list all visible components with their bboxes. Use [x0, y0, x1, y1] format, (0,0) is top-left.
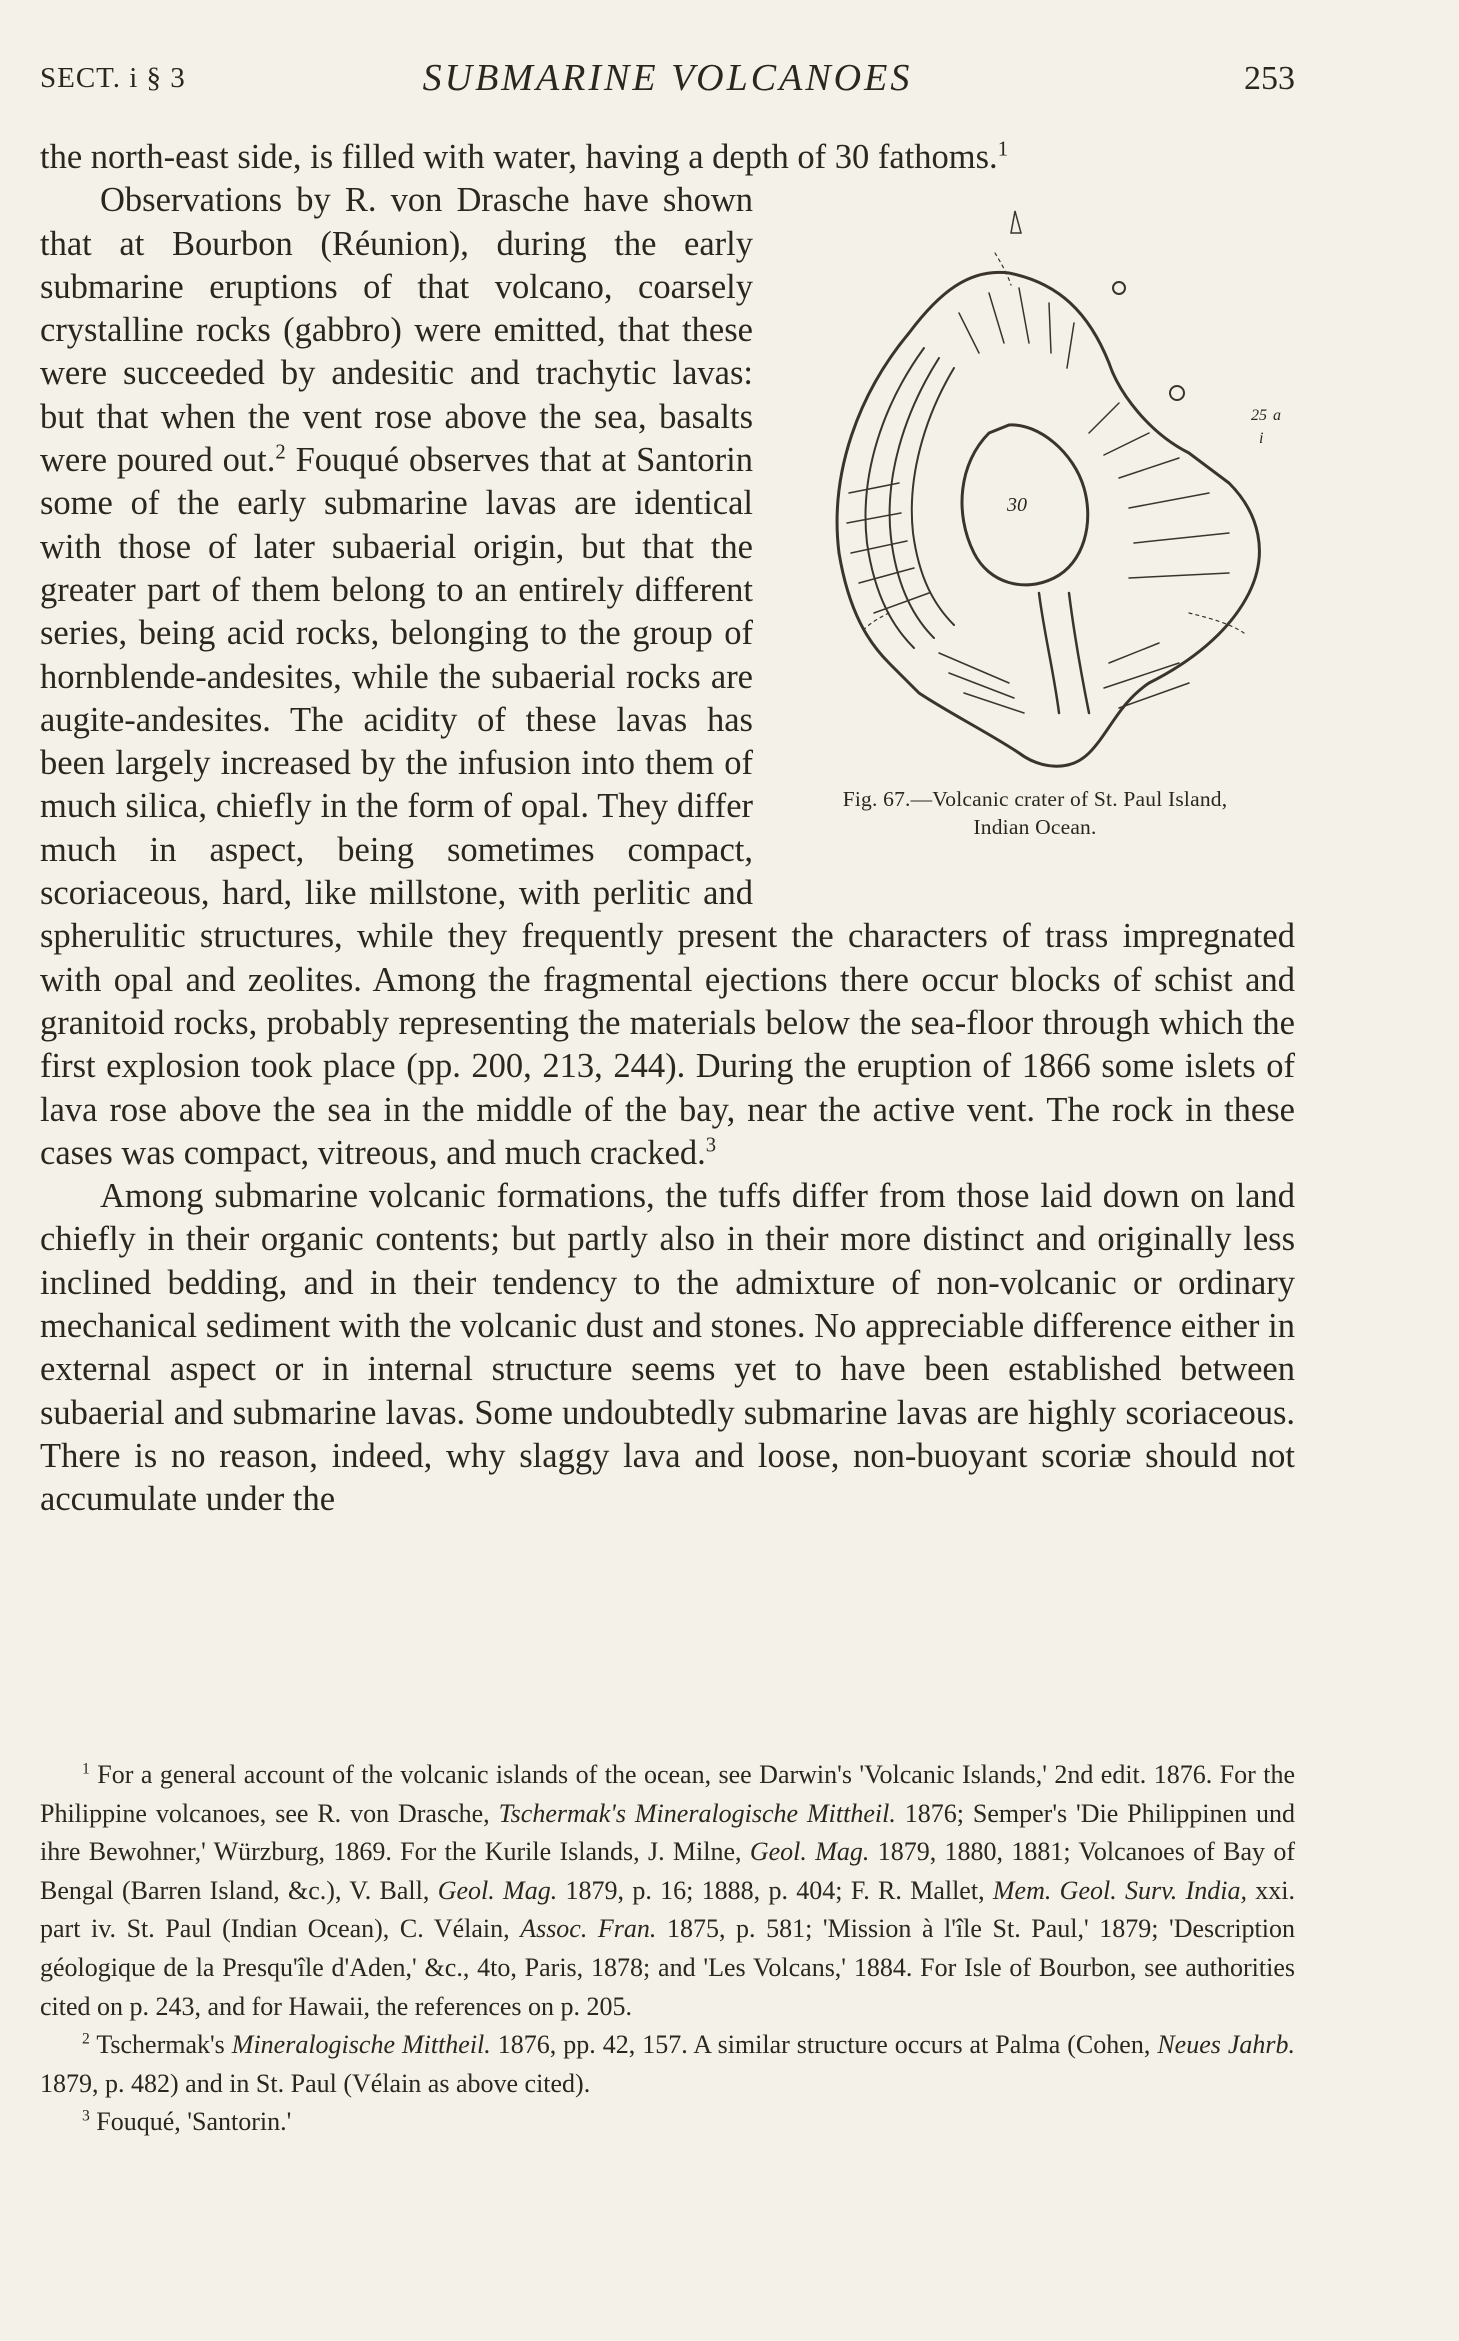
footnote-ref-3[interactable]: 3: [705, 1134, 717, 1157]
figure-caption: [775, 785, 1295, 841]
depth-label: 30: [1007, 494, 1027, 517]
running-header: [40, 56, 1295, 106]
figure-67: [775, 179, 1295, 887]
footnote-3: $^3$ Fouqué, 'Santorin.': [82, 2107, 292, 2137]
page-number: 253: [1244, 60, 1295, 97]
footnote-2: $^2$ Tschermak's Mineralogische Mittheil. 1876, pp. 42, 157. A similar structure occurs at Palma (Cohen, Neues Jahrb. 1879, p. 482) and in St. Paul (Vélain as above cited).: [40, 2030, 1295, 2098]
footnote-1: $^1$ For a general account of the volcanic islands of the ocean, see Darwin's 'Volcanic Islands,' 2nd edit. 1876. For the Philippine volcanoes, see R. von Drasche, Tschermak's Mineralogische Mittheil. 1876; Semper's 'Die Philippinen und ihre Bewohner,' Würzburg, 1869. For the Kurile Islands, J. Milne, Geol. Mag. 1879, 1880, 1881; Volcanoes of Bay of Bengal (Barren Island, &c.), V. Ball, Geol. Mag. 1879, p. 16; 1888, p. 404; F. R. Mallet, Mem. Geol. Surv. India, xxi. part iv. St. Paul (Indian Ocean), C. Vélain, Assoc. Fran. 1875, p. 581; 'Mission à l'île St. Paul,' 1879; 'Description géologique de la Presqu'île d'Aden,' &c., 4to, Paris, 1878; and 'Les Volcans,' 1884. For Isle of Bourbon, see authorities cited on p. 243, and for Hawaii, the references on p. 205.: [40, 1760, 1296, 2021]
figure-label-number: 25: [1251, 407, 1267, 425]
paragraph-2: Observations by R. von Drasche have shown that at Bourbon (Réunion), during the early submarine eruptions of that volcano, coarsely crystalline rocks (gabbro) were emitted, that these were succeeded by andesitic and trachytic lavas: but that when the vent rose above the sea, basalts were poured out.$^2$ Fouqué observes that at Santorin some of the early submarine lavas are identical with those of later subaerial origin, but that the greater part of them belong to an entirely different series, being acid rocks, belonging to the group of hornblende-andesites, while the subaerial rocks are augite-andesites. The acidity of these lavas has been largely increased by the infusion into them of much silica, chiefly in the form of opal. They differ much in aspect, being sometimes compact, scoriaceous, hard, like millstone, with perlitic and spherulitic structures, while they frequently present the characters of trass impregnated with opal and zeolites. Among the fragmental ejections there occur blocks of schist and granitoid rocks, probably representing the materials below the sea-floor through which the first explosion took place (pp. 200, 213, 244). During the eruption of 1866 some islets of lava rose above the sea in the middle of the bay, near the active vent. The rock in these cases was compact, vitreous, and much cracked.$^3$: [40, 181, 1295, 1172]
paragraph-3: Among submarine volcanic formations, the tuffs differ from those laid down on land chiefly in their organic contents; but partly also in their more distinct and originally less inclined bedding, and in their tendency to the admixture of non-volcanic or ordinary mechanical sediment with the volcanic dust and stones. No appreciable difference either in external aspect or in internal structure seems yet to have been established between subaerial and submarine lavas. Some undoubtedly submarine lavas are highly scoriaceous. There is no reason, indeed, why slaggy lava and loose, non-buoyant scoriæ should not accumulate under the: [40, 1177, 1295, 1519]
figure-caption-line-1: Fig. 67.—Volcanic crater of St. Paul Island,: [842, 787, 1228, 812]
footnote-ref-1[interactable]: 1: [997, 138, 1009, 161]
figure-label-i: i: [1259, 430, 1264, 448]
figure-label-letter: a: [1273, 407, 1281, 425]
figure-caption-line-2: Indian Ocean.: [973, 815, 1097, 840]
footnotes: [40, 1756, 1295, 2142]
crater-illustration: [789, 193, 1289, 783]
running-title: SUBMARINE VOLCANOES: [422, 57, 913, 99]
section-marker: SECT. i § 3: [40, 62, 186, 94]
paragraph-1: the north-east side, is filled with water, having a depth of 30 fathoms.$^1$: [40, 138, 1009, 176]
body-text: [40, 136, 1295, 1522]
footnote-ref-2[interactable]: 2: [275, 441, 286, 464]
